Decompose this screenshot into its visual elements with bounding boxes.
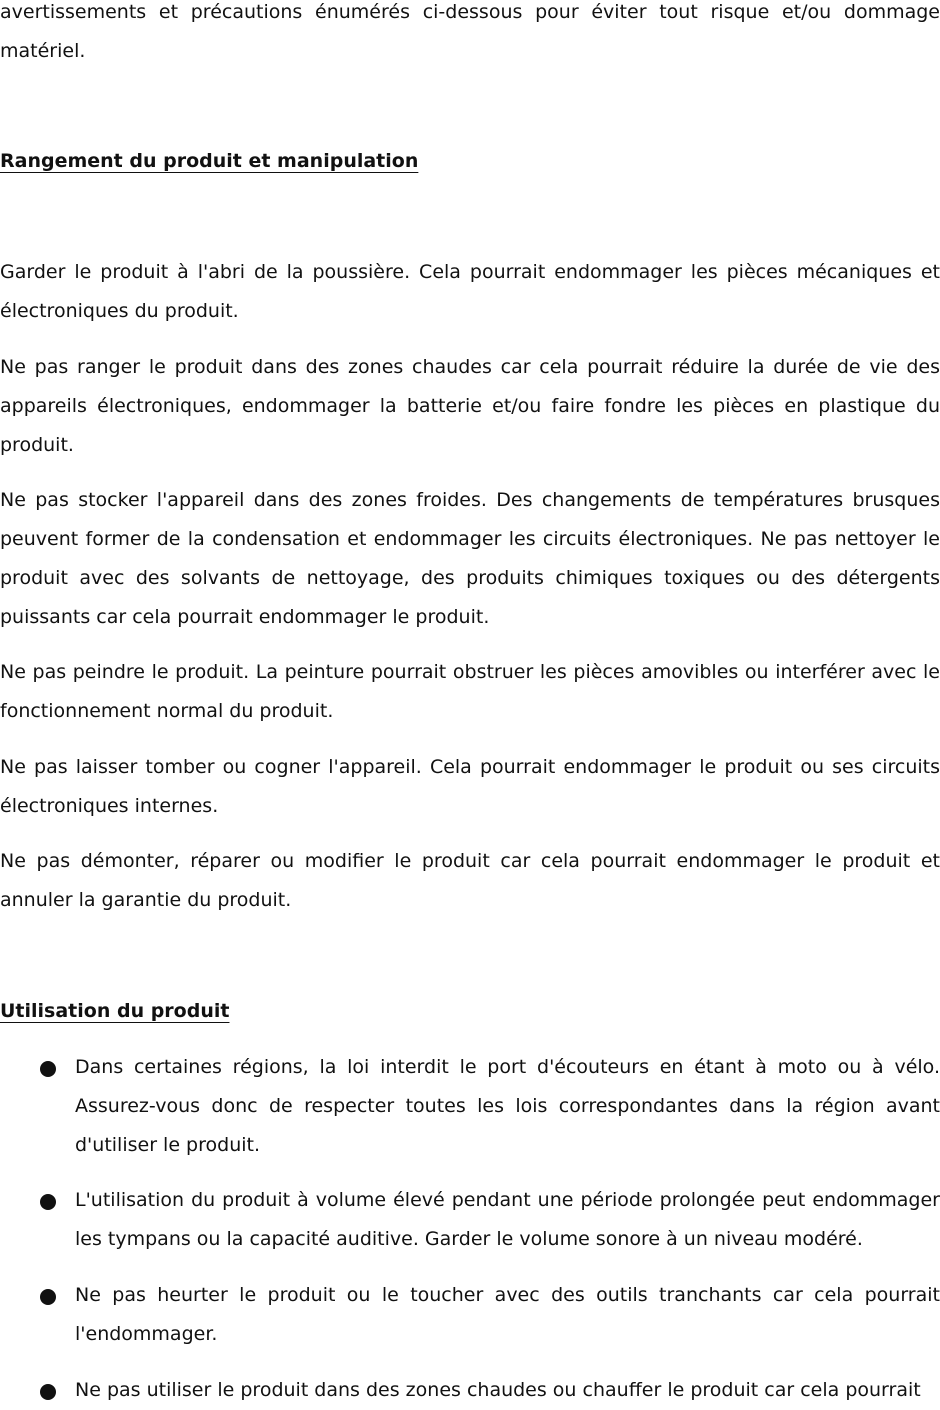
bullet-dot-icon [40, 1194, 56, 1210]
storage-paragraph-2: Ne pas ranger le produit dans des zones chaudes car cela pourrait réduire la durée de vie des appareils électroniques, endommager la batterie et/ou faire fondre les pièces en plastique du produit. [0, 356, 940, 456]
storage-paragraph-5: Ne pas laisser tomber ou cogner l'appareil. Cela pourrait endommager le produit ou ses circuits électroniques internes. [0, 756, 940, 817]
storage-paragraph-4: Ne pas peindre le produit. La peinture pourrait obstruer les pièces amovibles ou interférer avec le fonctionnement normal du produit. [0, 661, 940, 722]
storage-paragraph-6: Ne pas démonter, réparer ou modifier le produit car cela pourrait endommager le produit et annuler la garantie du produit. [0, 850, 940, 911]
storage-paragraph-3: Ne pas stocker l'appareil dans des zones froides. Des changements de températures brusques peuvent former de la condensation et endommager les circuits électroniques. Ne pas nettoyer le produit avec des solvants de nettoyage, des produits chimiques toxiques ou des détergents puissants car cela pourrait endommager le produit. [0, 489, 940, 628]
heading-storage: Rangement du produit et manipulation [0, 150, 419, 172]
usage-bullet-text: Ne pas utiliser le produit dans des zones chaudes ou chauffer le produit car cela pourrait [75, 1379, 921, 1401]
bullet-dot-icon [40, 1384, 56, 1400]
usage-bullet-text: Dans certaines régions, la loi interdit le port d'écouteurs en étant à moto ou à vélo. Assurez-vous donc de respecter toutes les lois correspondantes dans la région avant d'utiliser le produit. [75, 1056, 940, 1156]
heading-usage: Utilisation du produit [0, 1000, 230, 1022]
bullet-dot-icon [40, 1289, 56, 1305]
intro-paragraph: avertissements et précautions énumérés ci-dessous pour éviter tout risque et/ou dommage matériel. [0, 1, 940, 62]
usage-bullet-text: L'utilisation du produit à volume élevé pendant une période prolongée peut endommager les tympans ou la capacité auditive. Garder le volume sonore à un niveau modéré. [75, 1189, 940, 1250]
usage-bullet-text: Ne pas heurter le produit ou le toucher avec des outils tranchants car cela pourrait l'endommager. [75, 1284, 940, 1345]
bullet-dot-icon [40, 1061, 56, 1077]
storage-paragraph-1: Garder le produit à l'abri de la poussière. Cela pourrait endommager les pièces mécaniques et électroniques du produit. [0, 261, 940, 322]
